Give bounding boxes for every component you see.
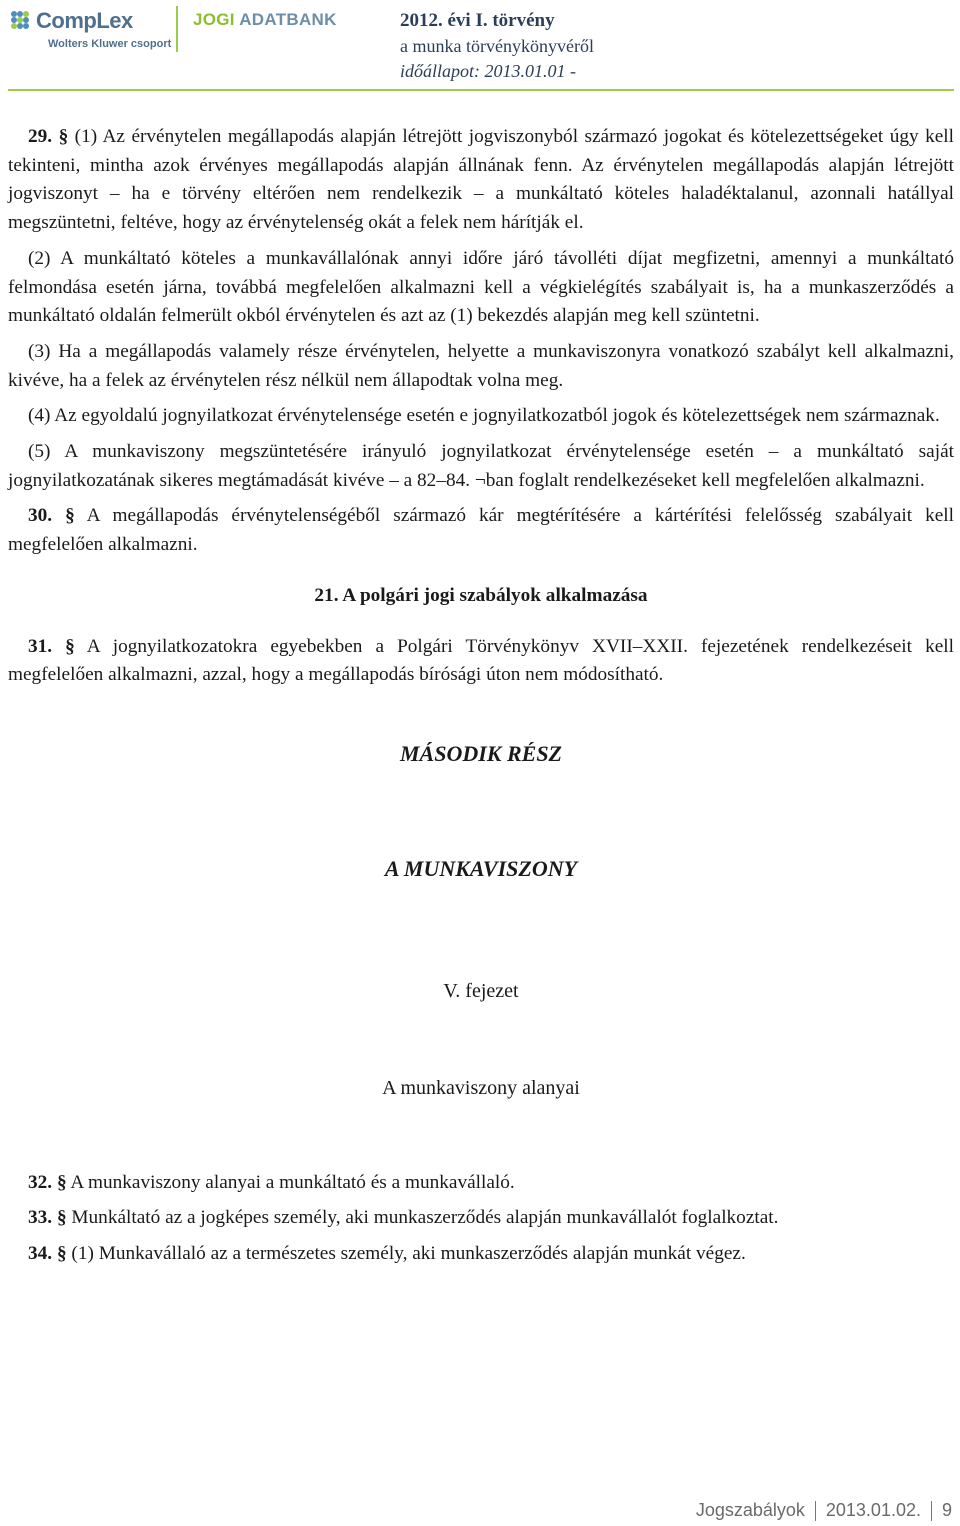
footer-label: Jogszabályok: [695, 1500, 805, 1520]
section-number: 32.: [28, 1171, 53, 1193]
section-31: [8, 633, 954, 690]
part-subtitle: A MUNKAVISZONY: [384, 855, 578, 881]
section-34: [8, 1240, 954, 1269]
paragraph-text: A megállapodás érvénytelenségéből származó kár megtérítésére a kártérítési felelősség szabályait kell megfelelően alkalmazni.: [8, 505, 954, 556]
paragraph-text: A jognyilatkozatokra egyebekben a Polgári Törvénykönyv XVII–XXII. fejezetének rendelkezéseit kell megfelelően alkalmazni, azzal, hogy a megállapodás bírósági úton nem módosítható.: [8, 635, 954, 686]
document-title: 2012. évi I. törvény: [400, 10, 555, 31]
section-29-paragraph-3: (3) Ha a megállapodás valamely része érvénytelen, helyette a munkaviszonyra vonatkozó szabályt kell alkalmazni, kivéve, ha a felek az érvénytelen rész nélkül nem állapodtak volna meg.: [8, 340, 954, 391]
section-sign: §: [56, 1207, 67, 1229]
section-29-paragraph-2: (2) A munkáltató köteles a munkavállalónak annyi időre járó távolléti díjat megfizetni, amennyi a munkáltató felmondása esetén járna, továbbá megfelelően alkalmazni kell a végkielégítés szabályait is, ha a munkaszerződés a munkáltató oldalán felmerült okból érvénytelen és azt az (1) bekezdés alapján meg kell szüntetni.: [8, 247, 954, 327]
logo-name: CompLex: [36, 8, 133, 33]
section-number: 29.: [28, 126, 53, 147]
paragraph-text: (1) Munkavállaló az a természetes személy, aki munkaszerződés alapján munkát végez.: [66, 1243, 746, 1265]
section-33: [8, 1204, 954, 1233]
page-number: 9: [941, 1500, 952, 1520]
page-footer: [696, 1500, 952, 1521]
page-header: [0, 0, 960, 100]
adatbank-logo-part: ADATBANK: [239, 10, 337, 29]
section-number: 30.: [28, 505, 53, 527]
section-number: 34.: [28, 1243, 53, 1265]
paragraph-text: Munkáltató az a jogképes személy, aki munkaszerződés alapján munkavállalót foglalkoztat.: [66, 1207, 779, 1229]
logo-divider: [176, 6, 178, 52]
logo-subtitle: Wolters Kluwer csoport: [48, 38, 172, 50]
header-rule: [8, 89, 954, 91]
section-sign: §: [56, 1171, 67, 1193]
paragraph-text: A munkaviszony alanyai a munkáltató és a munkavállaló.: [66, 1171, 515, 1193]
complex-logo: [8, 8, 172, 50]
document-body: [8, 123, 954, 1276]
part-title: MÁSODIK RÉSZ: [399, 740, 562, 766]
footer-separator: [931, 1501, 932, 1521]
section-29-paragraph-5: (5) A munkaviszony megszüntetésére irányuló jognyilatkozat érvénytelensége esetén – a munkáltató saját jognyilatkozatának sikeres megtámadását kivéve – a 82–84. ¬ban foglalt rendelkezéseket kell megfelelően alkalmazni.: [8, 441, 954, 491]
footer-date: 2013.01.02.: [825, 1500, 921, 1520]
section-sign: §: [58, 126, 69, 147]
section-29-paragraph-1: [8, 123, 954, 238]
section-number: 33.: [28, 1207, 53, 1229]
document-status-date: időállapot: 2013.01.01 -: [400, 61, 576, 81]
section-sign: §: [65, 635, 75, 657]
section-sign: §: [65, 505, 75, 527]
section-number: 31.: [28, 635, 53, 657]
subchapter-heading: 21. A polgári jogi szabályok alkalmazása: [314, 584, 648, 606]
paragraph-text: (1) Az érvénytelen megállapodás alapján létrejött jogviszonyból származó jogokat és kötelezettségeket úgy kell tekinteni, mintha azok érvényes megállapodás alapján állnának fenn. Az érvénytelen megállapodás alapján létrejött jogviszonyt – ha e törvény eltérően nem rendelkezik – a munkáltató köteles haladéktalanul, azonnali hatállyal megszüntetni, feltéve, hogy az érvénytelenség okát a felek nem hárítják el.: [8, 126, 954, 234]
section-sign: §: [56, 1243, 67, 1265]
document-subtitle: a munka törvénykönyvéről: [400, 36, 594, 56]
complex-logo-icon: [8, 8, 32, 32]
chapter-number: V. fejezet: [443, 980, 519, 1003]
footer-separator: [815, 1501, 816, 1521]
section-29-paragraph-4: (4) Az egyoldalú jognyilatkozat érvénytelensége esetén e jognyilatkozatból jogok és kötelezettségek nem származnak.: [28, 405, 940, 427]
jogi-adatbank-logo: [193, 10, 337, 30]
chapter-title: A munkaviszony alanyai: [382, 1077, 580, 1100]
section-32: [8, 1169, 954, 1198]
jogi-logo-part: JOGI: [193, 10, 240, 29]
section-30: [8, 502, 954, 559]
